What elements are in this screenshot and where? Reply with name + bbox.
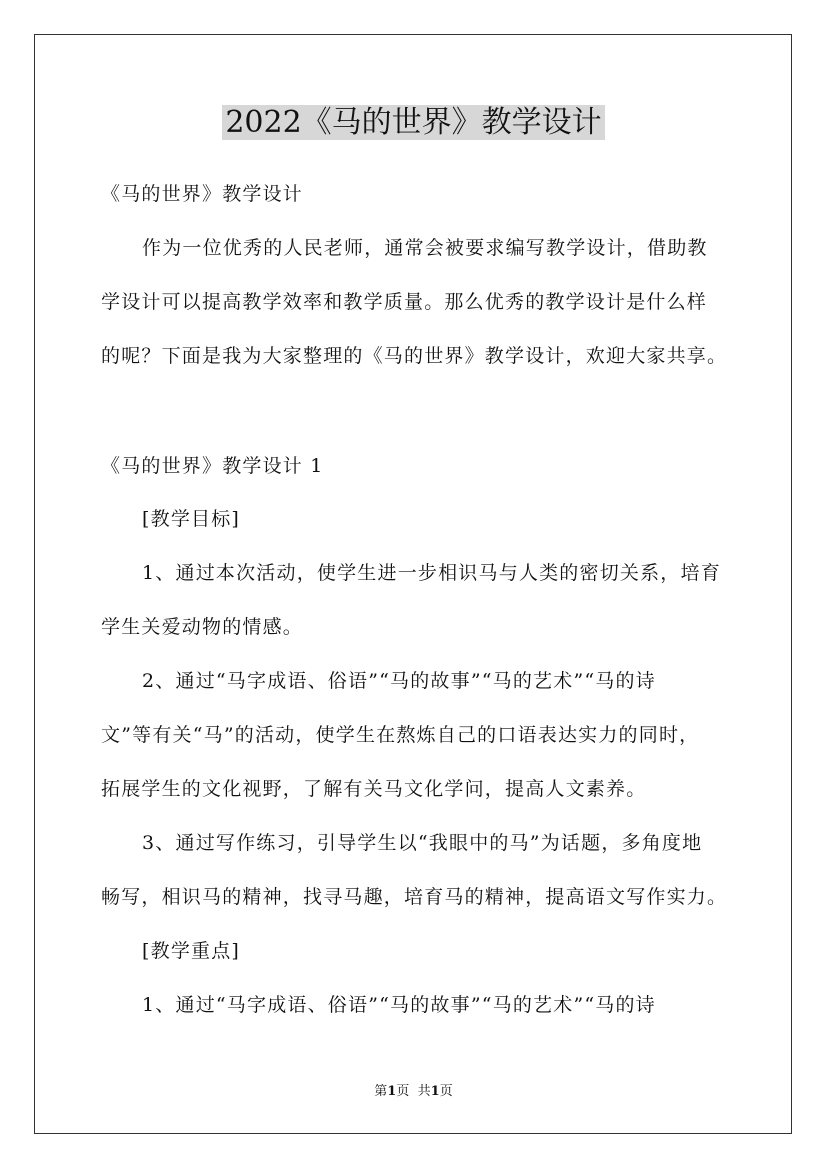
paragraph-line: 学设计可以提高教学效率和教学质量。那么优秀的教学设计是什么样: [101, 291, 708, 313]
document-title-text: 2022《马的世界》教学设计: [222, 105, 604, 140]
total-suffix: 页: [439, 1084, 453, 1099]
paragraph-line: 畅写，相识马的精神，找寻马趣，培育马的精神，提高语文写作实力。: [101, 886, 728, 908]
page-total: 1: [430, 1084, 440, 1099]
page-current: 1: [387, 1084, 397, 1099]
page-prefix: 第: [374, 1084, 388, 1099]
total-prefix: 共: [417, 1084, 431, 1099]
paragraph-line: 学生关爱动物的情感。: [101, 616, 304, 638]
paragraph-line: 3、通过写作练习，引导学生以“我眼中的马”为话题，多角度地: [142, 832, 703, 854]
document-title: [0, 103, 827, 143]
paragraph-line: 2、通过“马字成语、俗语”“马的故事”“马的艺术”“马的诗: [142, 670, 656, 692]
page-suffix: 页: [396, 1084, 410, 1099]
paragraph-subtitle: 《马的世界》教学设计: [101, 183, 304, 205]
paragraph-line: 拓展学生的文化视野，了解有关马文化学问，提高人文素养。: [101, 778, 647, 800]
paragraph-line: 作为一位优秀的人民老师，通常会被要求编写教学设计，借助教: [142, 237, 708, 259]
paragraph-line: 的呢？下面是我为大家整理的《马的世界》教学设计，欢迎大家共享。: [101, 345, 728, 367]
section-label: [教学重点]: [142, 940, 241, 962]
paragraph-line: 文”等有关“马”的活动，使学生在熬炼自己的口语表达实力的同时，: [101, 724, 700, 746]
paragraph-line: 1、通过“马字成语、俗语”“马的故事”“马的艺术”“马的诗: [142, 994, 656, 1016]
section-heading: 《马的世界》教学设计 1: [101, 455, 324, 477]
paragraph-line: 1、通过本次活动，使学生进一步相识马与人类的密切关系，培育: [142, 562, 721, 584]
page-footer: [0, 1084, 827, 1100]
section-label: [教学目标]: [142, 508, 241, 530]
